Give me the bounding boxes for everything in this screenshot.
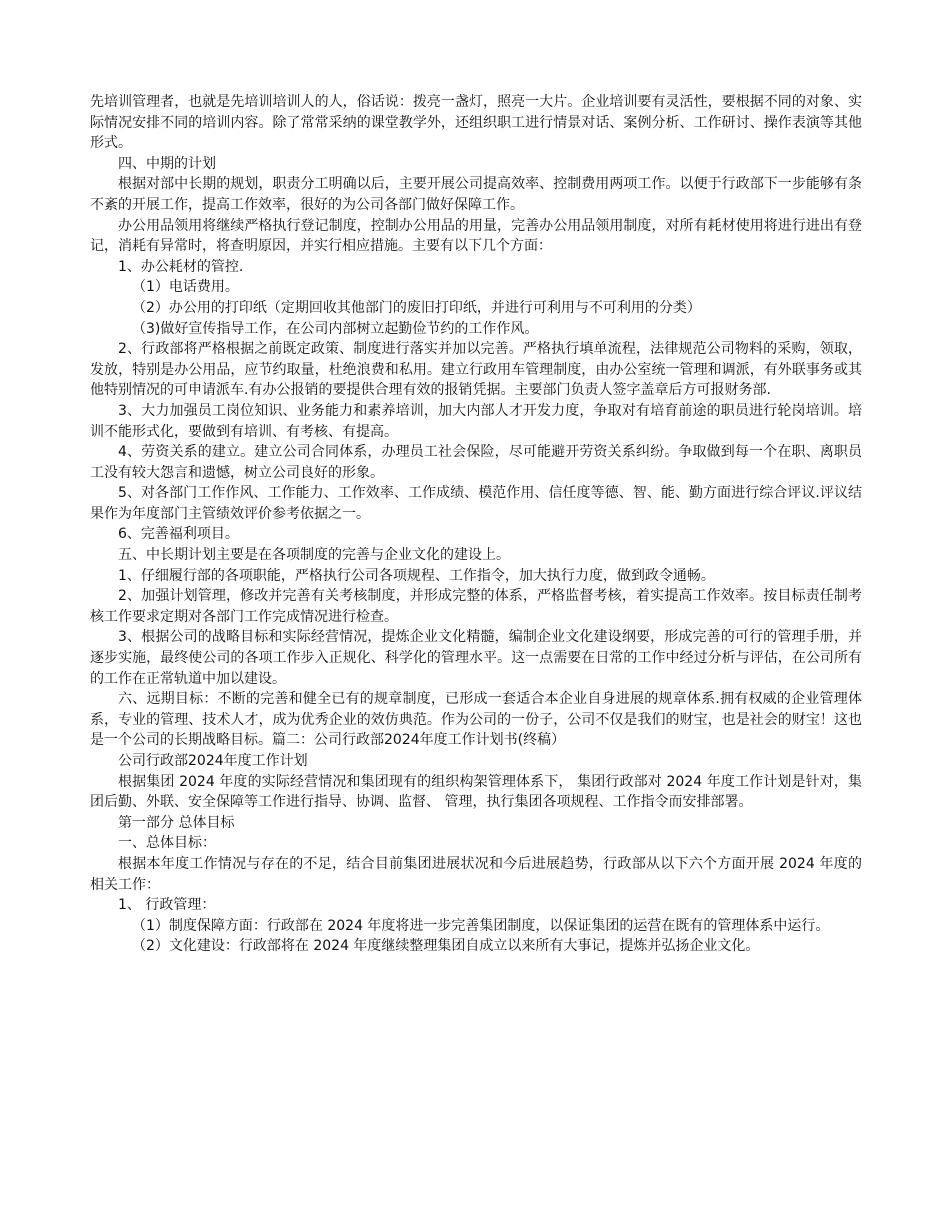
list-item-welfare: 6、完善福利项目。 xyxy=(118,526,239,543)
list-subitem-paper: （2）办公用的打印纸（定期回收其他部门的废旧打印纸，并进行可利用与不可利用的分类） xyxy=(132,299,701,316)
list-item-training: 3、大力加强员工岗位知识、业务能力和素养培训，加大内部人才开发力度，争取对有培育前途的职员进行轮岗培训。培训不能形式化，要做到有培训、有考核、有提高。 xyxy=(90,402,862,440)
list-item-duties: 1、仔细履行部的各项职能，严格执行公司各项规程、工作指令，加大执行力度，做到政令通畅。 xyxy=(118,567,715,584)
list-item-evaluation: 5、对各部门工作作风、工作能力、工作效率、工作成绩、模范作用、信任度等德、智、能、勤方面进行综合评议.评议结果作为年度部门主管绩效评价参考依据之一。 xyxy=(90,485,862,522)
heading-overall-goal: 一、总体目标： xyxy=(118,835,216,852)
list-item-consumables: 1、办公耗材的管控. xyxy=(118,258,244,275)
heading-part-one: 第一部分 总体目标 xyxy=(118,814,235,831)
list-item-labor-relations: 4、劳资关系的建立。建立公司合同体系，办理员工社会保险，尽可能避开劳资关系纠纷。争取做到每一个在职、离职员工没有较大怨言和遗憾，树立公司良好的形象。 xyxy=(90,444,862,481)
paragraph-overall-goal: 根据本年度工作情况与存在的不足，结合目前集团进展状况和今后进展趋势，行政部从以下六个方面开展 2024 年度的相关工作： xyxy=(90,855,862,893)
list-item-policy: 2、行政部将严格根据之前既定政策、制度进行落实并加以完善。严格执行填单流程，法律规范公司物料的采购，领取，发放，特别是办公用品，应节约取量，杜绝浪费和私用。建立行政用车管理制度，由办公室统一管理和调派，有外联事务或其他特别情况的可申请派车.有办公报销的要提供合理有效的报销凭据。主要部门负责人签字盖章后方可报财务部. xyxy=(90,341,862,399)
list-subitem-system: （1）制度保障方面：行政部在 2024 年度将进一步完善集团制度，以保证集团的运营在既有的管理体系中运行。 xyxy=(132,917,830,934)
paragraph-training-continuation: 先培训管理者，也就是先培训培训人的人，俗话说：拨亮一盏灯，照亮一大片。企业培训要有灵活性，要根据不同的对象、实际情况安排不同的培训内容。除了常常采纳的课堂教学外，还组织职工进行情景对话、案例分析、工作研讨、操作表演等其他形式。 xyxy=(90,94,862,152)
heading-annual-plan: 公司行政部2024年度工作计划 xyxy=(118,753,308,769)
list-item-culture: 3、根据公司的战略目标和实际经营情况，提炼企业文化精髓，编制企业文化建设纲要，形成完善的可行的管理手册，并逐步实施，最终使公司的各项工作步入正规化、科学化的管理水平。这一点需要在日常的工作中经过分析与评估，在公司所有的工作在正常轨道中加以建设。 xyxy=(90,629,862,687)
list-item-plan-management: 2、加强计划管理，修改并完善有关考核制度，并形成完整的体系，严格监督考核，着实提高工作效率。按目标责任制考核工作要求定期对各部门工作完成情况进行检查。 xyxy=(90,588,862,625)
paragraph-far-goals: 六、远期目标：不断的完善和健全已有的规章制度，已形成一套适合本企业自身进展的规章体系.拥有权威的企业管理体系，专业的管理、技术人才，成为优秀企业的效仿典范。作为公司的一份子，公司不仅是我们的财宝，也是社会的财宝！这也是一个公司的长期战略目标。篇二：公司行政部2024年度工作计划书(终稿） xyxy=(90,691,862,749)
paragraph-office-supplies: 办公用品领用将继续严格执行登记制度，控制办公用品的用量，完善办公用品领用制度，对所有耗材使用将进行进出有登记，消耗有异常时，将查明原因，并实行相应措施。主要有以下几个方面： xyxy=(90,217,862,255)
heading-long-term-plan: 五、中长期计划主要是在各项制度的完善与企业文化的建设上。 xyxy=(118,547,510,564)
paragraph-annual-intro: 根据集团 2024 年度的实际经营情况和集团现有的组织构架管理体系下， 集团行政部对 2024 年度工作计划是针对，集团后勤、外联、安全保障等工作进行指导、协调、监督、 管理，执行集团各项规程、工作指令而安排部署。 xyxy=(90,773,862,811)
heading-midterm-plan: 四、中期的计划 xyxy=(118,155,216,172)
list-subitem-publicity: （3)做好宣传指导工作，在公司内部树立起勤俭节约的工作作风。 xyxy=(132,320,539,337)
paragraph-midterm-intro: 根据对部中长期的规划，职责分工明确以后，主要开展公司提高效率、控制费用两项工作。以便于行政部下一步能够有条不紊的开展工作，提高工作效率，很好的为公司各部门做好保障工作。 xyxy=(90,176,862,213)
document-body xyxy=(90,92,862,957)
list-item-admin-management: 1、 行政管理： xyxy=(118,897,216,914)
list-subitem-phone: （1）电话费用。 xyxy=(132,279,239,296)
list-subitem-culture: （2）文化建设：行政部将在 2024 年度继续整理集团自成立以来所有大事记，提炼并弘扬企业文化。 xyxy=(132,938,760,955)
